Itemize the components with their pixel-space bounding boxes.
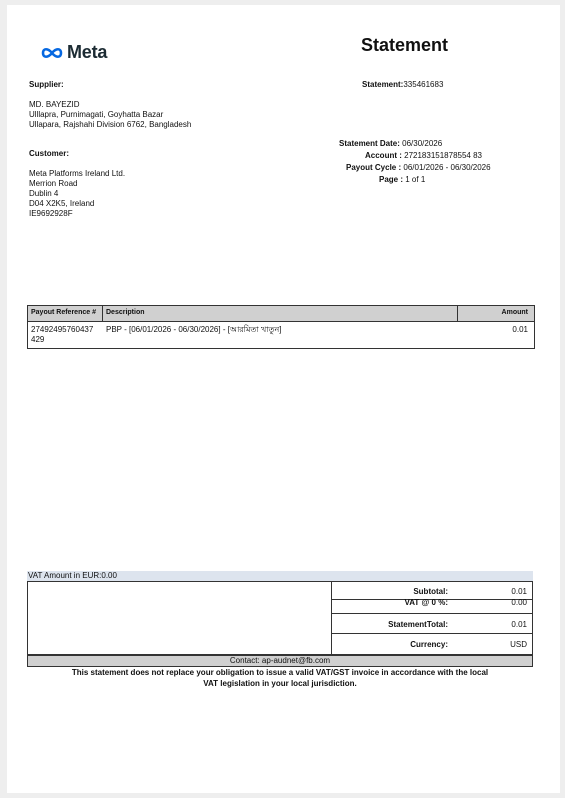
vat-row-wrapper — [332, 582, 533, 596]
logo-text: Meta — [67, 42, 108, 62]
payout-table — [27, 305, 535, 349]
cell-payout-reference: 27492495760437 429 — [31, 325, 94, 344]
customer-line-4: D04 X2K5, Ireland — [29, 199, 95, 208]
statement-total-label: StatementTotal: — [388, 620, 448, 629]
account-label: Account : — [365, 151, 402, 160]
supplier-address-2: Ullapara, Rajshahi Division 6762, Bangladesh — [29, 120, 192, 129]
vat-amount-eur: VAT Amount in EUR:0.00 — [27, 571, 533, 581]
statement-details — [327, 138, 527, 186]
customer-line-5: IE9692928F — [29, 209, 73, 218]
footer-line-2: VAT legislation in your local jurisdiction. — [203, 679, 357, 688]
col-description: Description — [103, 306, 458, 321]
table-row — [28, 322, 534, 348]
statement-date-row — [327, 138, 527, 150]
customer-line-1: Meta Platforms Ireland Ltd. — [29, 169, 126, 178]
cell-amount: 0.01 — [512, 325, 528, 334]
page-row — [327, 174, 527, 186]
contact-bar: Contact: ap-audnet@fb.com — [27, 655, 533, 667]
statement-number — [362, 80, 443, 90]
supplier-address-1: Ulllapra, Purnimagati, Goyhatta Bazar — [29, 110, 164, 119]
page-title: Statement — [361, 35, 449, 55]
account-value: 272183151878554 83 — [404, 151, 482, 160]
statement-total-value: 0.01 — [511, 620, 527, 629]
totals-column — [331, 582, 533, 654]
statement-total-row — [332, 614, 533, 634]
cell-description: PBP - [06/01/2026 - 06/30/2026] - [আরমিতা খাতুন] — [106, 325, 282, 334]
customer-line-3: Dublin 4 — [29, 189, 59, 198]
page-value: 1 of 1 — [405, 175, 426, 184]
col-payout-reference: Payout Reference # — [28, 306, 103, 321]
statement-date-label: Statement Date: — [339, 139, 400, 148]
supplier-name: MD. BAYEZID — [29, 100, 80, 109]
statement-number-label: Statement: — [362, 80, 404, 89]
vat-value: 0.00 — [511, 598, 527, 607]
meta-logo — [40, 42, 107, 63]
statement-page — [7, 5, 560, 793]
page-label: Page : — [379, 175, 404, 184]
footer-line-1: This statement does not replace your obligation to issue a valid VAT/GST invoice in accordance with the local — [71, 668, 489, 677]
subtotal-label: Subtotal: — [413, 587, 448, 596]
col-amount: Amount — [501, 309, 528, 316]
footer-notice — [47, 667, 513, 689]
account-row — [327, 150, 527, 162]
totals-box — [27, 581, 533, 655]
supplier-label: Supplier: — [29, 80, 64, 89]
statement-date-value: 06/30/2026 — [402, 139, 443, 148]
meta-infinity-icon — [40, 46, 64, 60]
payout-cycle-label: Payout Cycle : — [346, 163, 402, 172]
vat-row — [332, 596, 533, 614]
currency-row — [332, 634, 533, 654]
customer-line-2: Merrion Road — [29, 179, 78, 188]
subtotal-value: 0.01 — [511, 587, 527, 596]
customer-block — [29, 169, 125, 219]
payout-cycle-row — [327, 162, 527, 174]
statement-number-value: 335461683 — [403, 80, 444, 89]
table-header — [28, 306, 534, 322]
supplier-block — [29, 100, 191, 130]
vat-label: VAT @ 0 %: — [404, 598, 448, 607]
payout-cycle-value: 06/01/2026 - 06/30/2026 — [403, 163, 491, 172]
customer-label: Customer: — [29, 149, 70, 158]
currency-label: Currency: — [410, 640, 448, 649]
currency-value: USD — [510, 640, 527, 649]
